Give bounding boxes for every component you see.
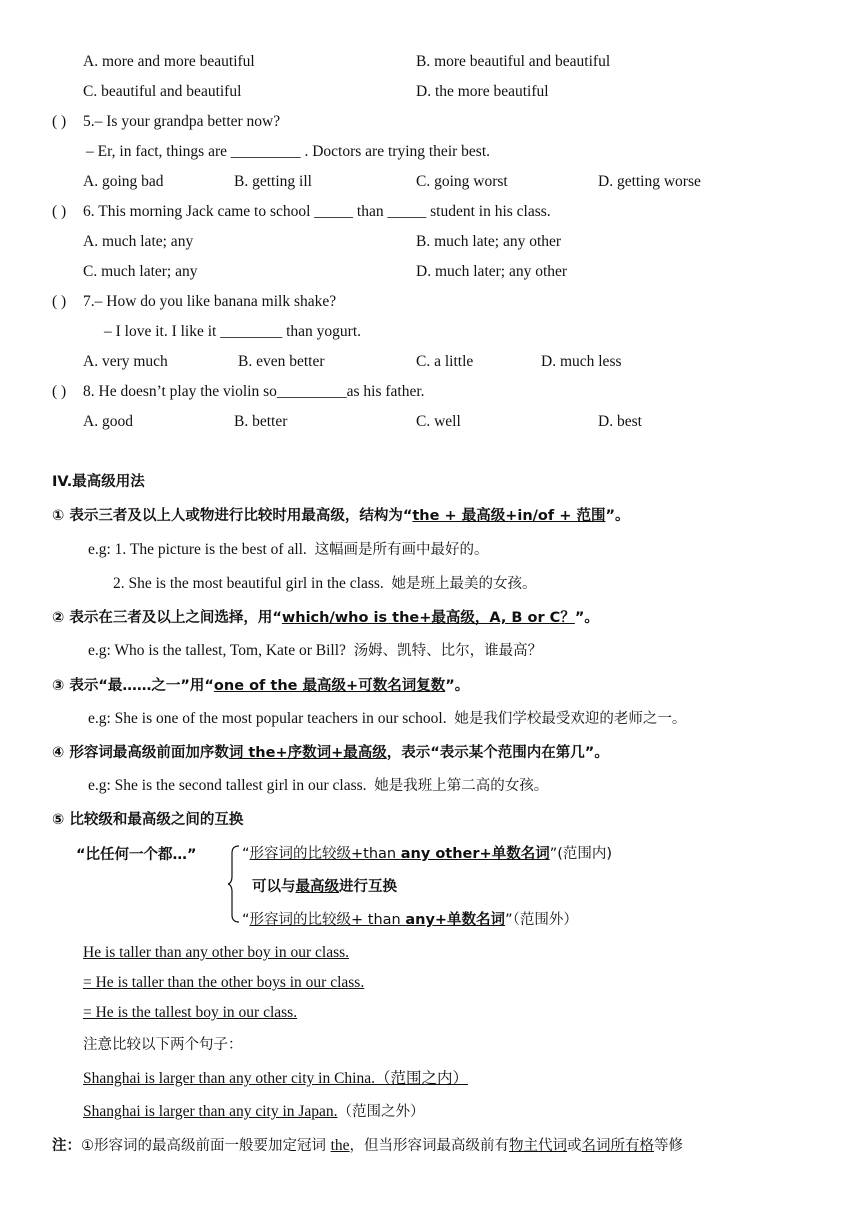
rule-4-example-cn: 她是我班上第二高的女孩。 <box>374 778 549 794</box>
sentence-3: = He is the tallest boy in our class. <box>83 1004 298 1021</box>
rule-1-structure: the + 最高级+in/of + 范围 <box>412 508 606 524</box>
q6-option-a: A. much late; any <box>83 233 194 250</box>
brace-line-2-post: 进行互换 <box>339 879 397 895</box>
brace-line-1-close: ”(范围内) <box>549 846 613 862</box>
brace-line-3-close: ”（范围外） <box>505 912 578 928</box>
brace-line-3-open: “ <box>242 912 250 928</box>
shanghai-sentence-1 <box>83 1069 468 1089</box>
rule-2 <box>52 608 599 628</box>
section-heading: IV.最高级用法 <box>52 474 145 490</box>
shanghai-sentence-2-en: Shanghai is larger than any city in Japan. <box>83 1103 338 1120</box>
sentence-2: = He is taller than the other boys in our class. <box>83 974 365 991</box>
q5-option-a: A. going bad <box>83 173 164 190</box>
rule-3-example <box>88 709 686 729</box>
shanghai-sentence-2 <box>83 1102 425 1122</box>
q5-option-c: C. going worst <box>416 173 508 190</box>
brace-line-1-key: any other+单数名词 <box>400 846 550 862</box>
rule-1-example-1-cn: 这幅画是所有画中最好的。 <box>314 542 489 558</box>
rule-3-prefix: ③ 表示“最……之一”用“ <box>52 678 214 694</box>
rule-2-example <box>88 641 542 661</box>
rule-1-suffix: ”。 <box>605 508 630 524</box>
rule-1-example-2-cn: 她是班上最美的女孩。 <box>391 576 537 592</box>
q8-stem: 8. He doesn’t play the violin so_________as his father. <box>83 383 425 400</box>
q7-stem: 7.– How do you like banana milk shake? <box>83 293 337 310</box>
q7-option-a: A. very much <box>83 353 168 370</box>
rule-1-example-1-en: e.g: 1. The picture is the best of all. <box>88 541 307 558</box>
brace-line-2-key: 最高级 <box>295 879 339 895</box>
rule-4-example <box>88 776 548 796</box>
rule-4-suffix: ，表示“表示某个范围内在第几”。 <box>386 745 609 761</box>
brace-line-1-open: “ <box>242 846 250 862</box>
q8-option-a: A. good <box>83 413 133 430</box>
final-note-part-1: ①形容词的最高级前面一般要加定冠词 <box>81 1138 331 1154</box>
final-note-possessive-noun: 名词所有格 <box>581 1138 655 1154</box>
q6-option-d: D. much later; any other <box>416 263 568 280</box>
rule-2-example-en: e.g: Who is the tallest, Tom, Kate or Bill? <box>88 642 346 659</box>
rule-4-structure: 词 the+序数词+最高级 <box>228 745 387 761</box>
sentence-1: He is taller than any other boy in our class. <box>83 944 350 961</box>
rule-2-prefix: ② 表示在三者及以上之间选择，用“ <box>52 610 282 626</box>
q4-option-a: A. more and more beautiful <box>83 53 255 70</box>
rule-1 <box>52 506 629 526</box>
q8-option-c: C. well <box>416 413 461 430</box>
q8-option-b: B. better <box>234 413 288 430</box>
q4-option-d: D. the more beautiful <box>416 83 549 100</box>
quote-label: “比任何一个都…” <box>76 847 197 863</box>
rule-4-prefix: ④ 形容词最高级前面加序数 <box>52 745 229 761</box>
curly-brace-icon <box>228 845 240 923</box>
rule-1-example-2 <box>113 574 537 594</box>
brace-line-1 <box>242 844 612 864</box>
shanghai-sentence-1-text: Shanghai is larger than any other city in China.（范围之内） <box>83 1070 468 1087</box>
q8-answer-blank: ( ) <box>52 383 67 400</box>
q4-option-b: B. more beautiful and beautiful <box>416 53 611 70</box>
note-compare: 注意比较以下两个句子： <box>83 1037 243 1053</box>
q7-option-c: C. a little <box>416 353 474 370</box>
final-note-part-3: 或 <box>567 1138 582 1154</box>
rule-4 <box>52 743 609 763</box>
rule-5: ⑤ 比较级和最高级之间的互换 <box>52 812 244 828</box>
final-note <box>52 1136 683 1156</box>
q7-line2: – I love it. I like it ________ than yogurt. <box>104 323 362 340</box>
final-note-label: 注： <box>52 1138 81 1154</box>
q6-answer-blank: ( ) <box>52 203 67 220</box>
rule-1-example-2-en: 2. She is the most beautiful girl in the class. <box>113 575 384 592</box>
shanghai-sentence-2-cn: （范围之外） <box>337 1104 425 1120</box>
rule-3-example-en: e.g: She is one of the most popular teachers in our school. <box>88 710 447 727</box>
q5-line2: – Er, in fact, things are _________ . Doctors are trying their best. <box>86 143 490 160</box>
brace-line-2 <box>252 877 397 897</box>
q4-option-c: C. beautiful and beautiful <box>83 83 242 100</box>
q5-option-d: D. getting worse <box>598 173 701 190</box>
q5-option-b: B. getting ill <box>234 173 312 190</box>
brace-line-3-structure: 形容词的比较级+ than <box>249 912 406 928</box>
rule-2-suffix: ”。 <box>574 610 599 626</box>
rule-2-example-cn: 汤姆、凯特、比尔，谁最高？ <box>353 643 543 659</box>
rule-1-prefix: ① 表示三者及以上人或物进行比较时用最高级，结构为“ <box>52 508 413 524</box>
q8-option-d: D. best <box>598 413 642 430</box>
q5-answer-blank: ( ) <box>52 113 67 130</box>
q6-option-b: B. much late; any other <box>416 233 562 250</box>
brace-line-1-structure: 形容词的比较级+than <box>249 846 401 862</box>
rule-3-suffix: ”。 <box>445 678 470 694</box>
q6-stem: 6. This morning Jack came to school _____ than _____ student in his class. <box>83 203 551 220</box>
q5-stem: 5.– Is your grandpa better now? <box>83 113 281 130</box>
final-note-possessive-pronoun: 物主代词 <box>509 1138 568 1154</box>
rule-3 <box>52 676 469 696</box>
q7-option-b: B. even better <box>238 353 325 370</box>
final-note-part-2: ，但当形容词最高级前有 <box>349 1138 510 1154</box>
rule-1-example-1 <box>88 540 489 560</box>
rule-3-example-cn: 她是我们学校最受欢迎的老师之一。 <box>454 711 687 727</box>
q7-answer-blank: ( ) <box>52 293 67 310</box>
q6-option-c: C. much later; any <box>83 263 198 280</box>
brace-line-3-key: any+单数名词 <box>405 912 506 928</box>
rule-3-structure: one of the 最高级+可数名词复数 <box>213 678 446 694</box>
rule-4-example-en: e.g: She is the second tallest girl in our class. <box>88 777 367 794</box>
final-note-part-4: 等修 <box>654 1138 684 1154</box>
final-note-the: the <box>330 1137 350 1154</box>
q7-option-d: D. much less <box>541 353 622 370</box>
brace-line-2-pre: 可以与 <box>252 879 296 895</box>
rule-2-structure: which/who is the+最高级，A, B or C？ <box>281 610 575 626</box>
brace-line-3 <box>242 910 578 930</box>
